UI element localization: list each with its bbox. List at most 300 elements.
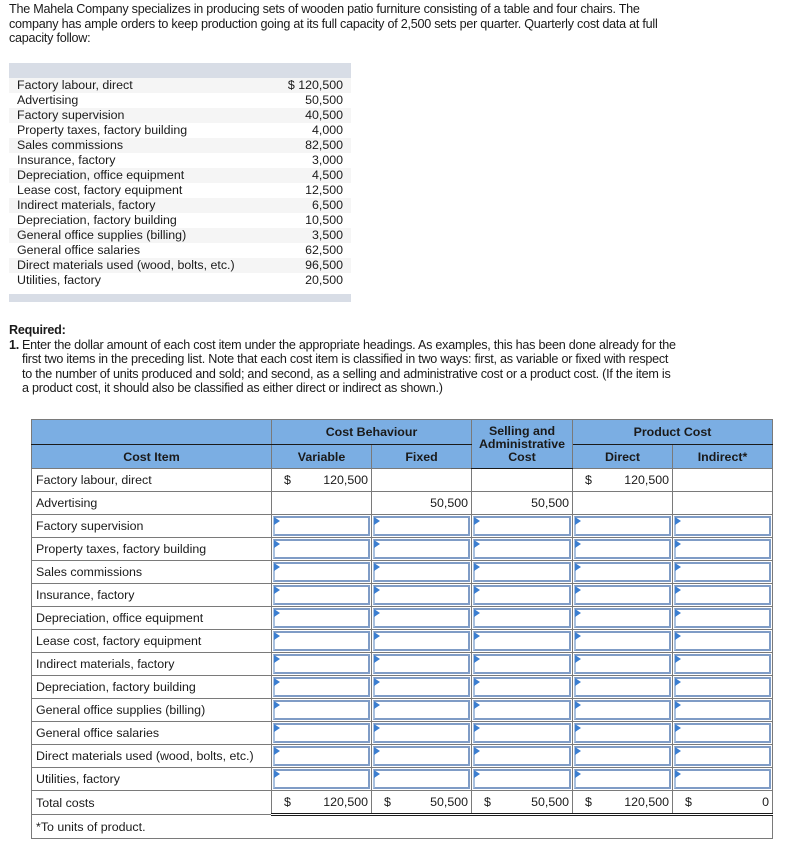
- input-marker-icon: [274, 747, 280, 755]
- cost-item-cell: General office salaries: [32, 722, 272, 745]
- cost-item-label: Depreciation, office equipment: [17, 168, 185, 182]
- input-marker-icon: [374, 586, 380, 594]
- cost-item-amount: 12,500: [305, 183, 343, 197]
- input-box[interactable]: [273, 631, 370, 651]
- variable-input[interactable]: [272, 607, 372, 630]
- fixed-cell: [372, 492, 472, 515]
- input-marker-icon: [675, 747, 681, 755]
- variable-cell: [272, 469, 372, 492]
- cost-data-list: [9, 63, 351, 302]
- cost-item-cell: Factory labour, direct: [32, 469, 272, 492]
- header-variable: Variable: [272, 445, 372, 469]
- cost-item-label: Factory labour, direct: [17, 78, 133, 92]
- cost-classification-table: [31, 419, 773, 839]
- cost-item-amount: 40,500: [305, 108, 343, 122]
- input-marker-icon: [675, 517, 681, 525]
- cost-item-amount: 6,500: [311, 198, 343, 212]
- input-marker-icon: [474, 540, 480, 548]
- indirect-cell: [673, 469, 773, 492]
- input-box[interactable]: [473, 723, 571, 743]
- cost-data-row: [9, 168, 351, 183]
- variable-input[interactable]: [272, 722, 372, 745]
- input-box[interactable]: [273, 677, 370, 697]
- direct-input[interactable]: [573, 653, 673, 676]
- input-box[interactable]: [473, 539, 571, 559]
- input-marker-icon: [575, 517, 581, 525]
- selling-admin-cell: [472, 469, 573, 492]
- cost-item-label: Property taxes, factory building: [17, 123, 188, 137]
- input-box[interactable]: [574, 516, 671, 536]
- cost-data-row: [9, 273, 351, 288]
- cost-data-row: [9, 138, 351, 153]
- input-box[interactable]: [373, 700, 470, 720]
- cost-item-amount: $ 120,500: [287, 78, 343, 92]
- indirect-input[interactable]: [673, 699, 773, 722]
- input-marker-icon: [474, 632, 480, 640]
- input-marker-icon: [575, 724, 581, 732]
- input-marker-icon: [474, 770, 480, 778]
- currency-symbol: $: [685, 795, 692, 809]
- input-box[interactable]: [373, 608, 470, 628]
- fixed-input[interactable]: [372, 607, 472, 630]
- input-marker-icon: [474, 747, 480, 755]
- indirect-input[interactable]: [673, 515, 773, 538]
- input-marker-icon: [575, 586, 581, 594]
- input-box[interactable]: [473, 562, 571, 582]
- input-marker-icon: [575, 678, 581, 686]
- direct-input[interactable]: [573, 584, 673, 607]
- input-box[interactable]: [473, 516, 571, 536]
- required-section: [9, 323, 744, 396]
- input-marker-icon: [474, 609, 480, 617]
- input-box[interactable]: [674, 746, 771, 766]
- cost-item-cell: Direct materials used (wood, bolts, etc.): [32, 745, 272, 768]
- input-box[interactable]: [273, 562, 370, 582]
- cost-item-label: General office supplies (billing): [17, 228, 187, 242]
- total-value: 120,500: [323, 795, 368, 809]
- input-marker-icon: [474, 586, 480, 594]
- input-box[interactable]: [674, 631, 771, 651]
- input-box[interactable]: [473, 654, 571, 674]
- selling-admin-input[interactable]: [472, 630, 573, 653]
- cost-data-row: [9, 183, 351, 198]
- indirect-input[interactable]: [673, 745, 773, 768]
- direct-input[interactable]: [573, 561, 673, 584]
- table-row: [32, 538, 773, 561]
- input-marker-icon: [675, 655, 681, 663]
- cost-item-cell: Factory supervision: [32, 515, 272, 538]
- input-box[interactable]: [574, 700, 671, 720]
- currency-symbol: $: [585, 473, 592, 487]
- input-box[interactable]: [674, 677, 771, 697]
- total-variable: [272, 791, 372, 815]
- input-marker-icon: [575, 747, 581, 755]
- selling-admin-cell: [472, 492, 573, 515]
- input-box[interactable]: [674, 654, 771, 674]
- cost-data-row: [9, 198, 351, 213]
- indirect-cell: [673, 492, 773, 515]
- cost-item-cell: Insurance, factory: [32, 584, 272, 607]
- variable-input[interactable]: [272, 538, 372, 561]
- direct-input[interactable]: [573, 676, 673, 699]
- cost-item-amount: 3,500: [311, 228, 343, 242]
- input-marker-icon: [274, 678, 280, 686]
- input-marker-icon: [675, 632, 681, 640]
- cost-item-label: General office salaries: [17, 243, 141, 257]
- required-line: Enter the dollar amount of each cost item under the appropriate headings. As examples, this has been done already for the: [22, 337, 676, 352]
- selling-admin-input[interactable]: [472, 561, 573, 584]
- cost-item-cell: General office supplies (billing): [32, 699, 272, 722]
- input-marker-icon: [374, 747, 380, 755]
- variable-input[interactable]: [272, 745, 372, 768]
- input-marker-icon: [374, 517, 380, 525]
- cost-item-cell: Advertising: [32, 492, 272, 515]
- indirect-input[interactable]: [673, 653, 773, 676]
- cost-data-row: [9, 108, 351, 123]
- selling-admin-input[interactable]: [472, 538, 573, 561]
- indirect-input[interactable]: [673, 630, 773, 653]
- cost-item-cell: Depreciation, office equipment: [32, 607, 272, 630]
- cost-item-label: Utilities, factory: [17, 273, 101, 287]
- input-box[interactable]: [674, 585, 771, 605]
- input-box[interactable]: [674, 769, 771, 789]
- total-indirect: [673, 791, 773, 815]
- input-marker-icon: [374, 724, 380, 732]
- cost-item-amount: 10,500: [305, 213, 343, 227]
- input-box[interactable]: [373, 631, 470, 651]
- cost-data-row: [9, 78, 351, 93]
- variable-input[interactable]: [272, 515, 372, 538]
- input-marker-icon: [374, 701, 380, 709]
- input-box[interactable]: [473, 631, 571, 651]
- input-marker-icon: [274, 586, 280, 594]
- selling-admin-input[interactable]: [472, 699, 573, 722]
- input-marker-icon: [675, 540, 681, 548]
- fixed-input[interactable]: [372, 584, 472, 607]
- input-marker-icon: [474, 724, 480, 732]
- variable-input[interactable]: [272, 653, 372, 676]
- indirect-input[interactable]: [673, 676, 773, 699]
- cost-item-amount: 4,500: [311, 168, 343, 182]
- fixed-input[interactable]: [372, 538, 472, 561]
- input-box[interactable]: [674, 608, 771, 628]
- input-box[interactable]: [674, 516, 771, 536]
- currency-symbol: $: [484, 795, 491, 809]
- fixed-input[interactable]: [372, 676, 472, 699]
- table-row: [32, 653, 773, 676]
- input-marker-icon: [575, 540, 581, 548]
- selling-admin-input[interactable]: [472, 722, 573, 745]
- input-marker-icon: [274, 609, 280, 617]
- cell-value: 50,500: [531, 496, 569, 510]
- indirect-input[interactable]: [673, 584, 773, 607]
- cost-data-row: [9, 153, 351, 168]
- table-row: [32, 676, 773, 699]
- header-cost-behaviour: Cost Behaviour: [272, 420, 472, 445]
- input-marker-icon: [274, 701, 280, 709]
- fixed-cell: [372, 469, 472, 492]
- cost-list-header-band: [9, 63, 351, 78]
- header-indirect: Indirect*: [673, 445, 773, 469]
- direct-input[interactable]: [573, 699, 673, 722]
- input-box[interactable]: [373, 723, 470, 743]
- currency-symbol: $: [384, 795, 391, 809]
- table-row: [32, 607, 773, 630]
- input-box[interactable]: [373, 585, 470, 605]
- selling-admin-input[interactable]: [472, 653, 573, 676]
- input-marker-icon: [274, 655, 280, 663]
- cost-item-label: Lease cost, factory equipment: [17, 183, 183, 197]
- direct-input[interactable]: [573, 607, 673, 630]
- input-marker-icon: [474, 563, 480, 571]
- table-row: [32, 584, 773, 607]
- input-box[interactable]: [674, 562, 771, 582]
- input-box[interactable]: [473, 677, 571, 697]
- currency-symbol: $: [284, 795, 291, 809]
- cost-item-amount: 96,500: [305, 258, 343, 272]
- selling-admin-input[interactable]: [472, 607, 573, 630]
- header-selling-admin: Selling and Administrative Cost: [472, 420, 573, 469]
- input-box[interactable]: [574, 608, 671, 628]
- table-row: [32, 722, 773, 745]
- input-marker-icon: [675, 701, 681, 709]
- intro-line: capacity follow:: [9, 31, 91, 45]
- direct-input[interactable]: [573, 515, 673, 538]
- input-marker-icon: [474, 701, 480, 709]
- input-box[interactable]: [574, 677, 671, 697]
- cost-list-footer-band: [9, 294, 351, 302]
- required-item-1: [9, 338, 744, 396]
- total-value: 120,500: [624, 795, 669, 809]
- table-row: [32, 515, 773, 538]
- input-marker-icon: [274, 632, 280, 640]
- input-marker-icon: [675, 609, 681, 617]
- fixed-input[interactable]: [372, 561, 472, 584]
- intro-line: company has ample orders to keep production going at its full capacity of 2,500 sets per quarter. Quarterly cost data at full: [9, 16, 658, 31]
- input-marker-icon: [675, 770, 681, 778]
- input-box[interactable]: [473, 585, 571, 605]
- input-marker-icon: [274, 770, 280, 778]
- variable-input[interactable]: [272, 699, 372, 722]
- input-marker-icon: [575, 701, 581, 709]
- currency-symbol: $: [284, 473, 291, 487]
- selling-admin-input[interactable]: [472, 768, 573, 791]
- input-marker-icon: [374, 540, 380, 548]
- indirect-input[interactable]: [673, 607, 773, 630]
- cost-item-label: Factory supervision: [17, 108, 125, 122]
- direct-cell: [573, 492, 673, 515]
- cell-value: 120,500: [624, 473, 669, 487]
- input-box[interactable]: [574, 746, 671, 766]
- cost-item-amount: 4,000: [311, 123, 343, 137]
- input-box[interactable]: [373, 677, 470, 697]
- input-box[interactable]: [574, 769, 671, 789]
- total-direct: [573, 791, 673, 815]
- cost-item-cell: Utilities, factory: [32, 768, 272, 791]
- input-box[interactable]: [373, 516, 470, 536]
- input-box[interactable]: [574, 585, 671, 605]
- direct-input[interactable]: [573, 538, 673, 561]
- footnote: *To units of product.: [32, 815, 773, 839]
- fixed-input[interactable]: [372, 630, 472, 653]
- input-box[interactable]: [273, 700, 370, 720]
- cost-item-amount: 3,000: [311, 153, 343, 167]
- input-box[interactable]: [574, 539, 671, 559]
- fixed-input[interactable]: [372, 699, 472, 722]
- fixed-input[interactable]: [372, 745, 472, 768]
- cost-item-amount: 20,500: [305, 273, 343, 287]
- input-box[interactable]: [273, 516, 370, 536]
- table-row: [32, 745, 773, 768]
- input-box[interactable]: [473, 746, 571, 766]
- required-line: to the number of units produced and sold; and second, as a selling and administrative cost or a product cost. (If the item is: [22, 366, 671, 381]
- direct-input[interactable]: [573, 630, 673, 653]
- input-marker-icon: [575, 609, 581, 617]
- cost-item-label: Sales commissions: [17, 138, 124, 152]
- input-marker-icon: [274, 540, 280, 548]
- indirect-input[interactable]: [673, 768, 773, 791]
- input-box[interactable]: [574, 631, 671, 651]
- input-box[interactable]: [674, 700, 771, 720]
- input-box[interactable]: [373, 562, 470, 582]
- input-marker-icon: [374, 655, 380, 663]
- header-fixed: Fixed: [372, 445, 472, 469]
- input-box[interactable]: [273, 585, 370, 605]
- input-box[interactable]: [373, 746, 470, 766]
- fixed-input[interactable]: [372, 722, 472, 745]
- input-marker-icon: [374, 770, 380, 778]
- indirect-input[interactable]: [673, 538, 773, 561]
- input-box[interactable]: [373, 539, 470, 559]
- selling-admin-input[interactable]: [472, 676, 573, 699]
- header-product-cost: Product Cost: [573, 420, 773, 445]
- variable-input[interactable]: [272, 561, 372, 584]
- input-box[interactable]: [574, 723, 671, 743]
- required-line: first two items in the preceding list. Note that each cost item is classified in two ways: first, as variable or fixed with respect: [22, 352, 669, 366]
- cost-data-row: [9, 243, 351, 258]
- input-marker-icon: [274, 517, 280, 525]
- cost-item-cell: Sales commissions: [32, 561, 272, 584]
- table-row: [32, 630, 773, 653]
- required-heading: Required:: [9, 323, 66, 337]
- input-marker-icon: [675, 563, 681, 571]
- cell-value: 120,500: [323, 473, 368, 487]
- total-row: [32, 791, 773, 815]
- input-box[interactable]: [273, 608, 370, 628]
- variable-input[interactable]: [272, 676, 372, 699]
- variable-input[interactable]: [272, 630, 372, 653]
- input-marker-icon: [274, 563, 280, 571]
- selling-admin-input[interactable]: [472, 515, 573, 538]
- cost-data-row: [9, 228, 351, 243]
- required-item-number: 1.: [9, 337, 20, 352]
- table-row: [32, 699, 773, 722]
- input-box[interactable]: [273, 746, 370, 766]
- problem-intro: [9, 2, 737, 46]
- direct-input[interactable]: [573, 768, 673, 791]
- intro-line: The Mahela Company specializes in producing sets of wooden patio furniture consisting of a table and four chairs. The: [9, 2, 640, 16]
- input-marker-icon: [675, 678, 681, 686]
- input-box[interactable]: [373, 769, 470, 789]
- input-marker-icon: [374, 609, 380, 617]
- fixed-input[interactable]: [372, 653, 472, 676]
- variable-cell: [272, 492, 372, 515]
- input-box[interactable]: [273, 769, 370, 789]
- total-value: 50,500: [531, 795, 569, 809]
- cost-data-row: [9, 123, 351, 138]
- input-box[interactable]: [273, 654, 370, 674]
- direct-input[interactable]: [573, 745, 673, 768]
- total-fixed: [372, 791, 472, 815]
- cost-item-label: Insurance, factory: [17, 153, 116, 167]
- header-cost-item: Cost Item: [32, 445, 272, 469]
- total-label: Total costs: [32, 791, 272, 815]
- table-row: [32, 561, 773, 584]
- total-value: 50,500: [430, 795, 468, 809]
- input-box[interactable]: [674, 723, 771, 743]
- selling-admin-input[interactable]: [472, 745, 573, 768]
- direct-cell: [573, 469, 673, 492]
- cost-item-cell: Depreciation, factory building: [32, 676, 272, 699]
- header-direct: Direct: [573, 445, 673, 469]
- cost-item-label: Direct materials used (wood, bolts, etc.): [17, 258, 235, 272]
- variable-input[interactable]: [272, 768, 372, 791]
- input-box[interactable]: [473, 700, 571, 720]
- required-line: a product cost, it should also be classified as either direct or indirect as shown.): [22, 381, 443, 395]
- input-box[interactable]: [273, 723, 370, 743]
- cost-data-row: [9, 213, 351, 228]
- input-marker-icon: [474, 678, 480, 686]
- input-marker-icon: [575, 655, 581, 663]
- input-marker-icon: [474, 517, 480, 525]
- header-blank: [32, 420, 272, 445]
- cost-item-cell: Property taxes, factory building: [32, 538, 272, 561]
- input-box[interactable]: [373, 654, 470, 674]
- indirect-input[interactable]: [673, 722, 773, 745]
- cost-item-label: Depreciation, factory building: [17, 213, 177, 227]
- input-box[interactable]: [473, 608, 571, 628]
- input-marker-icon: [575, 770, 581, 778]
- table-row: [32, 469, 773, 492]
- cost-item-amount: 62,500: [305, 243, 343, 257]
- cost-item-cell: Lease cost, factory equipment: [32, 630, 272, 653]
- cost-item-label: Advertising: [17, 93, 79, 107]
- input-marker-icon: [274, 724, 280, 732]
- table-row: [32, 768, 773, 791]
- cost-item-cell: Indirect materials, factory: [32, 653, 272, 676]
- input-marker-icon: [675, 586, 681, 594]
- cost-item-label: Indirect materials, factory: [17, 198, 156, 212]
- cell-value: 50,500: [430, 496, 468, 510]
- input-marker-icon: [575, 632, 581, 640]
- fixed-input[interactable]: [372, 515, 472, 538]
- currency-symbol: $: [585, 795, 592, 809]
- variable-input[interactable]: [272, 584, 372, 607]
- selling-admin-input[interactable]: [472, 584, 573, 607]
- indirect-input[interactable]: [673, 561, 773, 584]
- input-box[interactable]: [273, 539, 370, 559]
- cost-data-row: [9, 93, 351, 108]
- direct-input[interactable]: [573, 722, 673, 745]
- input-box[interactable]: [574, 562, 671, 582]
- input-box[interactable]: [473, 769, 571, 789]
- input-marker-icon: [675, 724, 681, 732]
- table-row: [32, 492, 773, 515]
- input-box[interactable]: [674, 539, 771, 559]
- input-box[interactable]: [574, 654, 671, 674]
- cost-data-row: [9, 258, 351, 273]
- fixed-input[interactable]: [372, 768, 472, 791]
